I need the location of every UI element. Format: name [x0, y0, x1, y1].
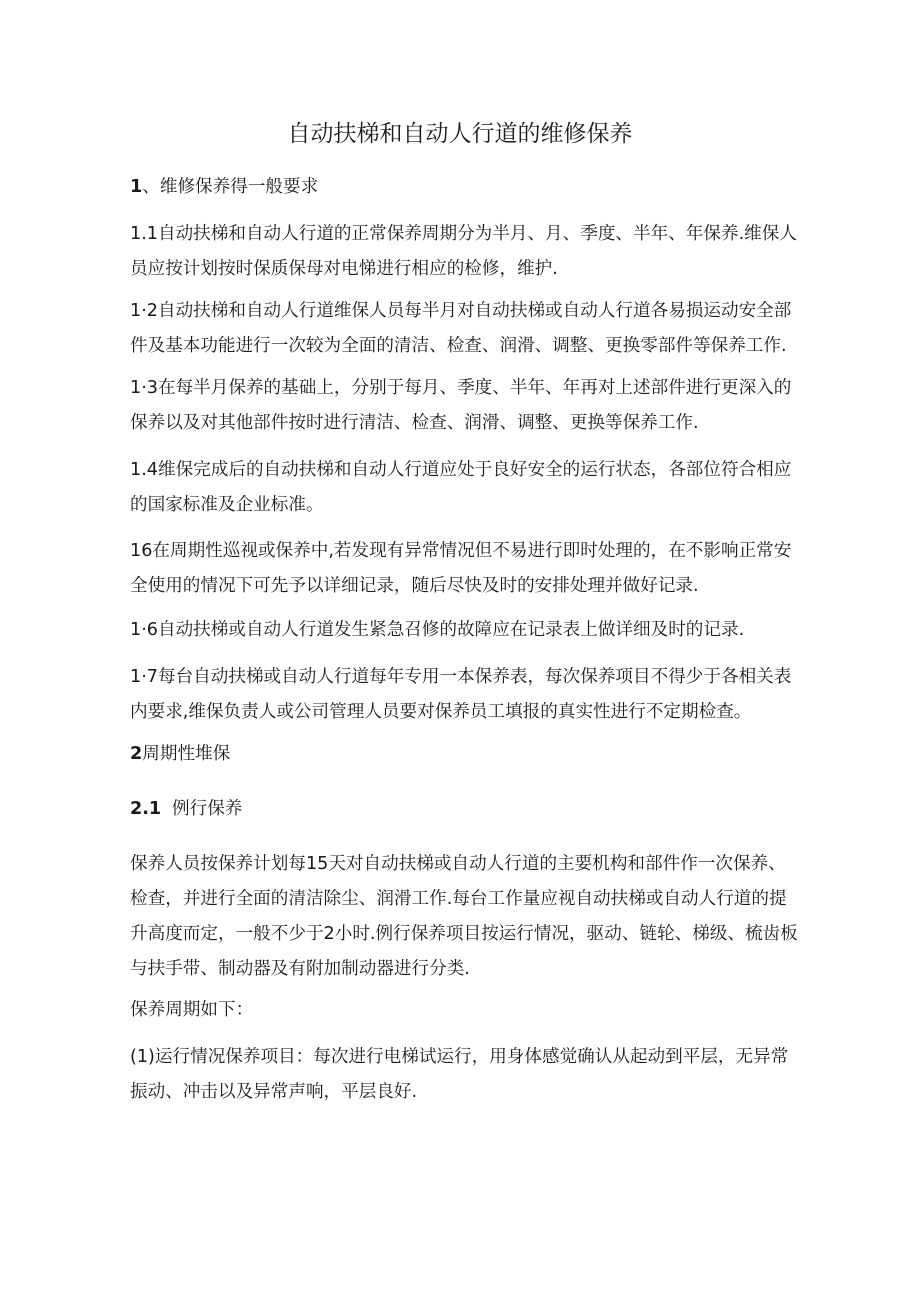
- text-line: 员应按计划按时保质保母对电悌进行相应的检修，维护.: [130, 259, 558, 279]
- text-line: 1·2自动扶梯和自动人行道维保人员每半月对自动扶梯或自动人行道各易损运动安全部: [130, 301, 792, 321]
- heading-text: 、维修保养得一般要求: [142, 177, 319, 197]
- heading-number: 2.1: [130, 799, 162, 819]
- text-line: 全使用的情况下可先予以详细记录，随后尽快及时的安排处理并做好记录.: [130, 576, 699, 596]
- paragraph-1-6: [130, 613, 830, 648]
- text-line: 1·7每台自动扶梯或自动人行道每年专用一本保养表，每次保养项目不得少于各相关表: [130, 667, 792, 687]
- heading-number: 2: [130, 744, 143, 764]
- heading-number: 1: [130, 177, 143, 197]
- text-line: 的国家标准及企业标准。: [130, 495, 324, 515]
- text-line: 与扶手带、制动器及有附加制动器进行分类.: [130, 959, 470, 979]
- heading-text: 周期性堆保: [142, 744, 231, 764]
- text-line: (1)运行情况保养项目：每次进行电梯试运行，用身体感觉确认从起动到平层，无异常: [130, 1047, 789, 1067]
- paragraph-1-3: [130, 371, 830, 441]
- heading-section-2-1: [130, 792, 830, 827]
- paragraph-1-7: [130, 660, 830, 730]
- document-title: 自动扶梯和自动人行道的维修保养: [287, 121, 633, 147]
- text-line: 保养周期如下：: [130, 1000, 254, 1020]
- paragraph-2-3: [130, 1040, 830, 1110]
- text-line: 内要求,维保负责人或公司管理人员要对保养员工填报的真实性进行不定期检查。: [130, 702, 752, 722]
- text-line: 件及基本功能进行一次较为全面的清洁、检查、润滑、调整、更换零部件等保养工作.: [130, 336, 787, 356]
- text-line: 16在周期性巡视或保养中,若发现有异常情况但不易进行即时处理的，在不影响正常安: [130, 541, 792, 561]
- paragraph-1-4: [130, 453, 830, 523]
- paragraph-2-1: [130, 847, 830, 987]
- heading-section-1: [130, 170, 830, 205]
- text-line: 振动、冲击以及异常声响，平层良好.: [130, 1082, 418, 1102]
- text-line: 检查，并进行全面的清洁除尘、润滑工作.每台工作量应视自动扶梯或自动人行道的提: [130, 889, 787, 909]
- paragraph-1-2: [130, 294, 830, 364]
- text-line: 1.4维保完成后的自动扶梯和自动人行道应处于良好安全的运行状态，各部位符合相应: [130, 460, 792, 480]
- heading-section-2: [130, 737, 830, 772]
- text-line: 1.1自动扶梯和自动人行道的正常保养周期分为半月、月、季度、半年、年保养.维保人: [130, 224, 797, 244]
- text-line: 1·3在每半月保养的基础上，分别于每月、季度、半年、年再对上述部件进行更深入的: [130, 378, 792, 398]
- text-line: 1·6自动扶梯或自动人行道发生紧急召修的故障应在记录表上做详细及时的记录.: [130, 620, 745, 640]
- paragraph-1-5: [130, 534, 830, 604]
- heading-text: 例行保养: [172, 799, 243, 819]
- text-line: 保养以及对其他部件按时进行清洁、检查、润滑、调整、更换等保养工作.: [130, 413, 699, 433]
- text-line: 升高度而定，一般不少于2小时.例行保养项目按运行情况，驱动、链轮、梯级、梳齿板: [130, 924, 798, 944]
- text-line: 保养人员按保养计划每15天对自动扶梯或自动人行道的主要机构和部件作一次保养、: [130, 854, 786, 874]
- paragraph-2-2: [130, 993, 830, 1028]
- paragraph-1-1: [130, 217, 830, 287]
